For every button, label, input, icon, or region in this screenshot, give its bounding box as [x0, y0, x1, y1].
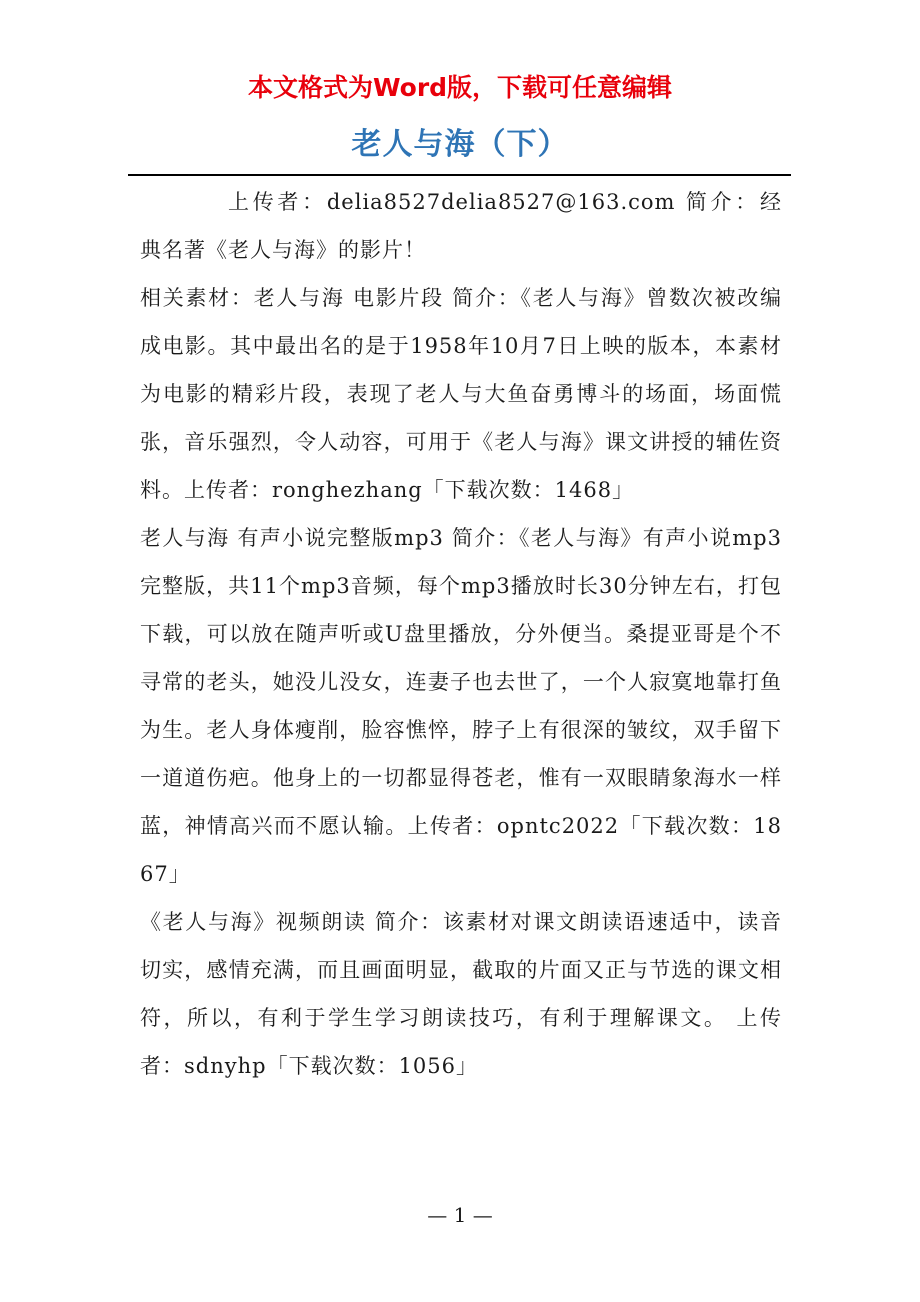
document-body: [140, 178, 782, 1090]
paragraph-movie-clip: 相关素材：老人与海 电影片段 简介：《老人与海》曾数次被改编成电影。其中最出名的是于1958年10月7日上映的版本，本素材为电影的精彩片段，表现了老人与大鱼奋勇博斗的场面，场面慌张，音乐强烈，令人动容，可用于《老人与海》课文讲授的辅佐资料。上传者：ronghezhang「下载次数：1468」: [140, 286, 782, 502]
page-number: — 1 —: [427, 1203, 493, 1227]
title-divider: [128, 174, 791, 176]
paragraph-uploader-intro: 上传者：delia8527delia8527@163.com 简介：经典名著《老人与海》的影片！: [140, 190, 782, 262]
paragraph-audiobook: 老人与海 有声小说完整版mp3 简介：《老人与海》有声小说mp3完整版，共11个mp3音频，每个mp3播放时长30分钟左右，打包下载，可以放在随声听或U盘里播放，分外便当。桑提亚哥是个不寻常的老头，她没儿没女，连妻子也去世了，一个人寂寞地靠打鱼为生。老人身体瘦削，脸容憔悴，脖子上有很深的皱纹，双手留下一道道伤疤。他身上的一切都显得苍老，惟有一双眼睛象海水一样蓝，神情高兴而不愿认输。上传者：opntc2022「下载次数：1867」: [140, 526, 782, 886]
paragraph-video-reading: 《老人与海》视频朗读 简介：该素材对课文朗读语速适中，读音切实，感情充满，而且画面明显，截取的片面又正与节选的课文相符，所以，有利于学生学习朗读技巧，有利于理解课文。 上传者：sdnyhp「下载次数：1056」: [140, 910, 782, 1078]
format-notice: 本文格式为Word版，下载可任意编辑: [247, 73, 673, 102]
page-title: 老人与海（下）: [351, 127, 569, 162]
